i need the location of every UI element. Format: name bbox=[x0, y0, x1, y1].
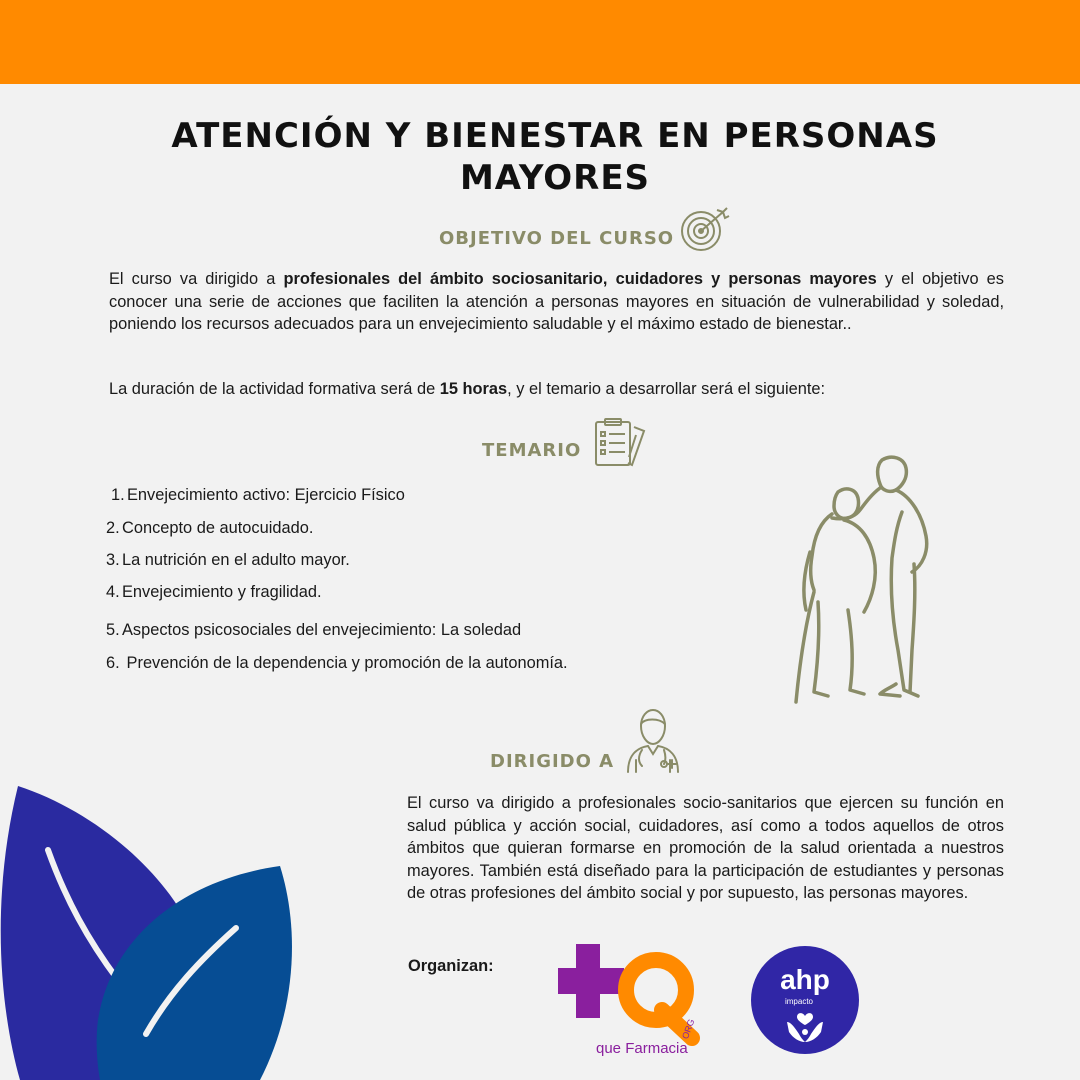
list-item: 4. Envejecimiento y fragilidad. bbox=[106, 583, 322, 601]
duration-paragraph: La duración de la actividad formativa será de 15 horas, y el temario a desarrollar será el siguiente: bbox=[109, 380, 826, 398]
hands-heart-icon bbox=[785, 1006, 825, 1044]
leaves-decoration bbox=[0, 780, 300, 1080]
list-item: 6. Prevención de la dependencia y promoción de la autonomía. bbox=[106, 654, 568, 672]
ahp-name: ahp bbox=[780, 964, 830, 995]
objective-paragraph: El curso va dirigido a profesionales del ámbito sociosanitario, cuidadores y personas mayores y el objetivo es conocer una serie de acciones que faciliten la atención a personas mayores en situación de vulnerabilidad y soledad, poniendo los recursos adecuados para un envejecimiento saludable y el máximo estado de bienestar.. bbox=[109, 270, 1004, 333]
top-banner bbox=[0, 0, 1080, 84]
doctor-icon bbox=[624, 706, 682, 774]
target-icon bbox=[679, 206, 731, 252]
quefarmacia-logo bbox=[558, 944, 703, 1062]
ahp-logo bbox=[751, 946, 859, 1054]
ahp-subtitle: impacto bbox=[784, 997, 813, 1006]
elderly-couple-illustration bbox=[780, 452, 950, 712]
syllabus-heading: TEMARIO bbox=[482, 440, 582, 461]
list-item: 2. Concepto de autocuidado. bbox=[106, 519, 314, 537]
quefarmacia-name: que Farmacia bbox=[596, 1040, 688, 1057]
organizers-label: Organizan: bbox=[408, 957, 494, 975]
quefarmacia-suffix: ORG bbox=[680, 1017, 697, 1041]
page-title: ATENCIÓN Y BIENESTAR EN PERSONAS MAYORES bbox=[171, 116, 939, 198]
list-item: 5. Aspectos psicosociales del envejecimiento: La soledad bbox=[106, 621, 522, 639]
list-item: 1. Envejecimiento activo: Ejercicio Físico bbox=[111, 486, 405, 504]
document-checklist-icon bbox=[593, 417, 649, 469]
list-item: 3. La nutrición en el adulto mayor. bbox=[106, 551, 350, 569]
objective-heading: OBJETIVO DEL CURSO bbox=[439, 228, 675, 249]
audience-paragraph: El curso va dirigido a profesionales socio-sanitarios que ejercen su función en salud pública y acción social, cuidadores, así como a todos aquellos de otros ámbitos que quieran formarse en promoción de la salud orientada a nuestros mayores. También está diseñado para la participación de estudiantes y personas de otras profesiones del ámbito social y por supuesto, las personas mayores. bbox=[407, 794, 1004, 902]
audience-heading: DIRIGIDO A bbox=[490, 751, 615, 772]
